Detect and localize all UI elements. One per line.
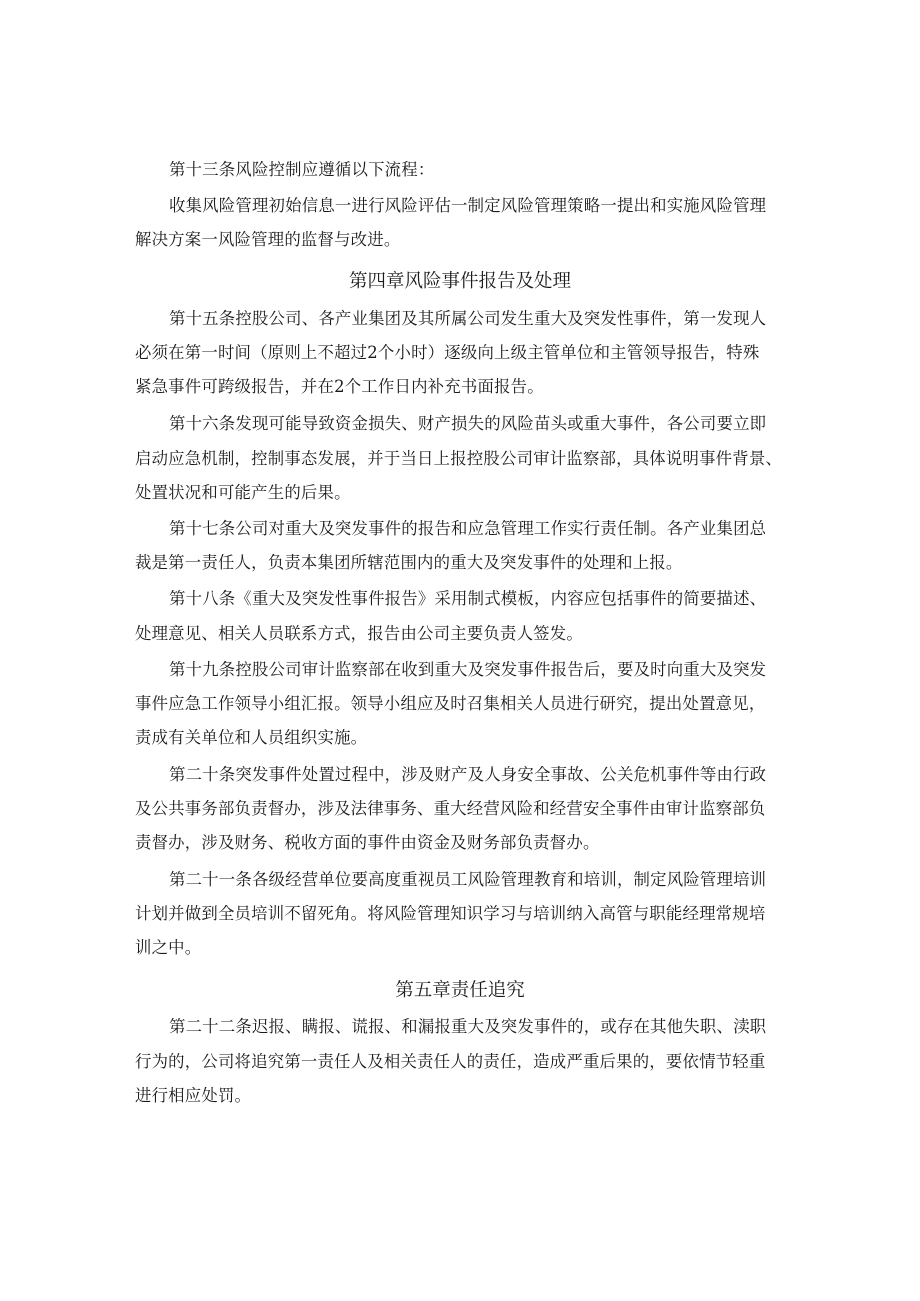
article-13-line-3: 解决方案一风险管理的监督与改进。: [135, 230, 401, 249]
article-15-line-1: 第十五条控股公司、各产业集团及其所属公司发生重大及突发性事件，第一发现人: [169, 309, 767, 328]
article-22-line-1: 第二十二条迟报、瞒报、谎报、和漏报重大及突发事件的，或存在其他失职、渎职: [169, 1017, 767, 1036]
article-21-line-2: 计划并做到全员培训不留死角。将风险管理知识学习与培训纳入高管与职能经理常规培: [135, 904, 766, 923]
article-16-line-3: 处置状况和可能产生的后果。: [135, 483, 351, 502]
article-15-line-3: 紧急事件可跨级报告，并在2个工作日内补充书面报告。: [135, 377, 544, 396]
article-13-line-1: 第十三条风险控制应遵循以下流程：: [169, 160, 435, 179]
article-19-line-1: 第十九条控股公司审计监察部在收到重大及突发事件报告后，要及时向重大及突发: [169, 660, 767, 679]
article-21-line-1: 第二十一条各级经营单位要高度重视员工风险管理教育和培训，制定风险管理培训: [169, 870, 767, 889]
article-20-line-2: 及公共事务部负责督办，涉及法律事务、重大经营风险和经营安全事件由审计监察部负: [135, 799, 766, 818]
article-17-line-1: 第十七条公司对重大及突发事件的报告和应急管理工作实行责任制。各产业集团总: [169, 519, 767, 538]
article-15-line-2: 必须在第一时间（原则上不超过2个小时）逐级向上级主管单位和主管领导报告，特殊: [135, 343, 760, 362]
article-16-line-1: 第十六条发现可能导致资金损失、财产损失的风险苗头或重大事件，各公司要立即: [169, 414, 767, 433]
article-19-line-3: 责成有关单位和人员组织实施。: [135, 728, 368, 747]
article-16-line-2: 启动应急机制，控制事态发展，并于当日上报控股公司审计监察部，具体说明事件背景、: [135, 449, 783, 468]
article-18-line-1: 第十八条《重大及突发性事件报告》采用制式模板，内容应包括事件的简要描述、: [169, 589, 767, 608]
article-22-line-3: 进行相应处罚。: [135, 1086, 252, 1105]
article-20-line-1: 第二十条突发事件处置过程中，涉及财产及人身安全事故、公关危机事件等由行政: [169, 765, 767, 784]
article-20-line-3: 责督办，涉及财务、税收方面的事件由资金及财务部负责督办。: [135, 833, 600, 852]
article-22-line-2: 行为的，公司将追究第一责任人及相关责任人的责任，造成严重后果的，要依情节轻重: [135, 1052, 766, 1071]
article-19-line-2: 事件应急工作领导小组汇报。领导小组应及时召集相关人员进行研究，提出处置意见，: [135, 694, 766, 713]
chapter-4-heading: 第四章风险事件报告及处理: [348, 271, 571, 292]
article-21-line-3: 训之中。: [135, 938, 202, 957]
article-17-line-2: 裁是第一责任人，负责本集团所辖范围内的重大及突发事件的处理和上报。: [135, 553, 683, 572]
article-13-line-2: 收集风险管理初始信息一进行风险评估一制定风险管理策略一提出和实施风险管理: [169, 196, 767, 215]
chapter-5-heading: 第五章责任追究: [395, 980, 525, 1001]
article-18-line-2: 处理意见、相关人员联系方式，报告由公司主要负责人签发。: [135, 624, 583, 643]
